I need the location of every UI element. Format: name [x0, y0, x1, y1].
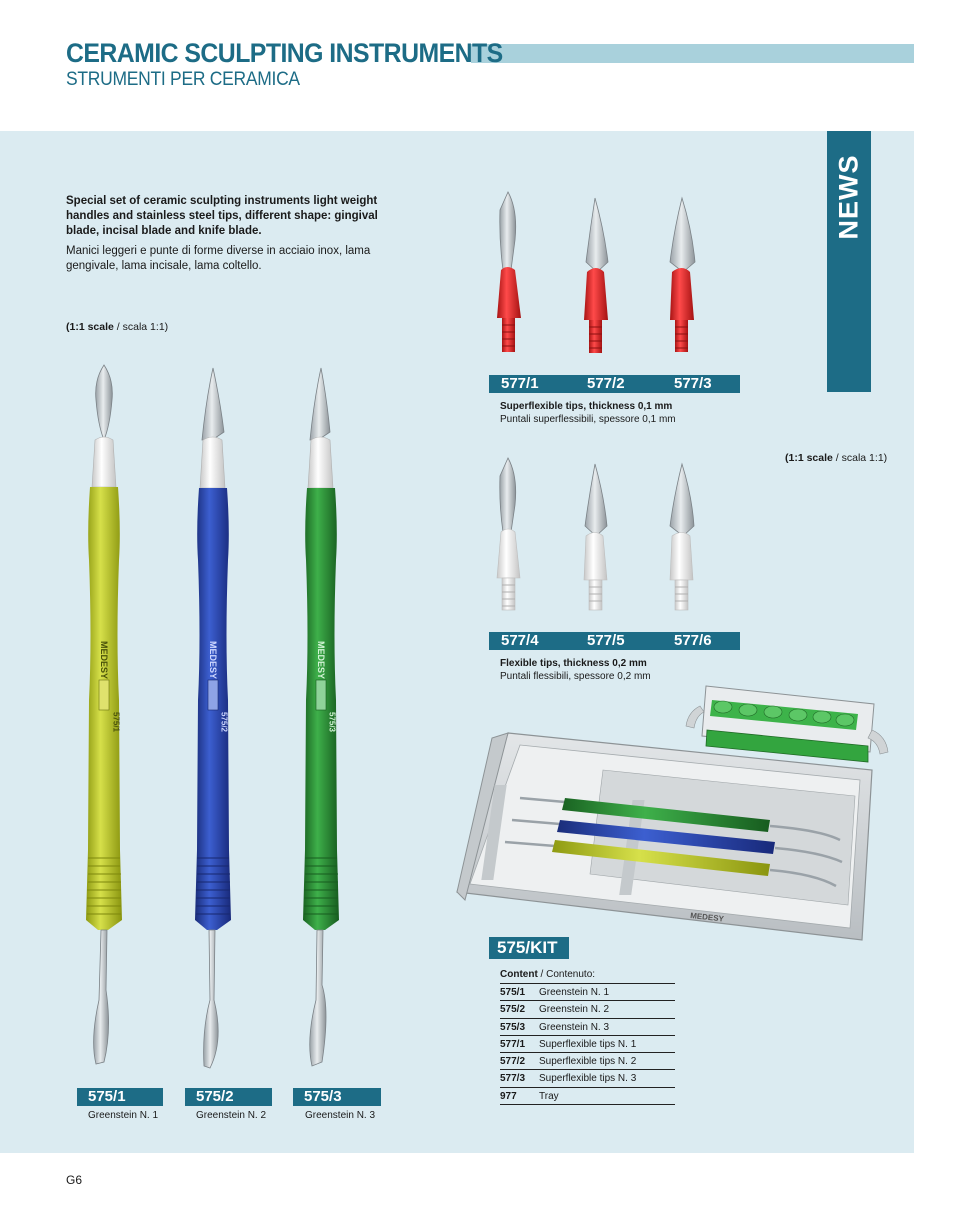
handle-code-575-2: 575/2 [219, 711, 229, 733]
kit-contents-table [500, 967, 675, 1105]
tip-code-577-2: 577/2 [587, 375, 625, 392]
tip-577-1-image [497, 192, 521, 352]
table-row [500, 1053, 675, 1070]
instrument-575-2-name: Greenstein N. 2 [196, 1110, 267, 1121]
handle-brand-575-3: MEDESY [316, 640, 326, 680]
table-row [500, 1070, 675, 1087]
superflexible-tips-code-bar [489, 375, 740, 393]
scale-note-bold: (1:1 scale [785, 452, 833, 464]
handle-brand-575-2: MEDESY [208, 640, 218, 680]
kit-item-code: 575/3 [500, 1021, 526, 1033]
superflexible-caption [500, 400, 676, 426]
instrument-575-2-code-bar [185, 1088, 272, 1106]
tip-code-577-1: 577/1 [501, 375, 539, 392]
scale-note-bold: (1:1 scale [66, 321, 114, 333]
instrument-575-3-name: Greenstein N. 3 [305, 1110, 376, 1121]
tip-577-2-image [584, 198, 608, 353]
kit-item-code: 577/3 [500, 1073, 526, 1085]
table-row [500, 1001, 675, 1018]
news-badge-label: NEWS [833, 154, 864, 240]
table-row [500, 1088, 675, 1105]
flexible-caption [500, 657, 651, 683]
table-row [500, 984, 675, 1001]
flexible-tips-code-bar [489, 632, 740, 650]
kit-item-desc: Tray [539, 1090, 559, 1102]
instrument-575-2-code: 575/2 [196, 1088, 234, 1105]
kit-code-bar [489, 937, 569, 959]
tip-code-577-3: 577/3 [674, 375, 712, 392]
flexible-caption-it: Puntali flessibili, spessore 0,2 mm [500, 671, 651, 682]
instrument-575-1-name: Greenstein N. 1 [88, 1110, 159, 1121]
kit-item-desc: Greenstein N. 2 [539, 1004, 610, 1016]
kit-item-code: 575/2 [500, 1004, 526, 1016]
kit-item-desc: Superflexible tips N. 2 [539, 1056, 637, 1068]
flexible-caption-en: Flexible tips, thickness 0,2 mm [500, 658, 647, 669]
description-italian: Manici leggeri e punte di forme diverse in acciaio inox, lama gengivale, lama incisale, lama coltello. [66, 245, 371, 272]
tip-577-5-image [584, 464, 607, 610]
tip-code-577-5: 577/5 [587, 632, 625, 649]
kit-contents-header [500, 967, 675, 984]
kit-code: 575/KIT [497, 938, 558, 957]
kit-item-desc: Greenstein N. 3 [539, 1021, 610, 1033]
tip-577-6-image [670, 464, 694, 610]
instrument-575-1-code: 575/1 [88, 1088, 126, 1105]
kit-tray-image [457, 686, 888, 940]
description-english: Special set of ceramic sculpting instruments light weight handles and stainless steel tips, different shape: gingival blade, incisal blade and knife blade. [66, 195, 378, 237]
tip-code-577-4: 577/4 [501, 632, 539, 649]
handle-code-575-1: 575/1 [111, 711, 121, 733]
superflexible-caption-it: Puntali superflessibili, spessore 0,1 mm [500, 414, 676, 425]
table-row [500, 1019, 675, 1036]
instrument-575-3-code: 575/3 [304, 1088, 342, 1105]
page-number: G6 [66, 1173, 83, 1187]
instrument-575-1-code-bar [77, 1088, 163, 1106]
kit-item-desc: Greenstein N. 1 [539, 987, 610, 998]
handle-code-575-3: 575/3 [327, 711, 337, 733]
instrument-575-3-code-bar [293, 1088, 381, 1106]
table-row [500, 1036, 675, 1053]
tray-brand-mark: MEDESY [689, 911, 725, 924]
tip-577-4-image [497, 458, 520, 610]
superflexible-caption-en: Superflexible tips, thickness 0,1 mm [500, 401, 673, 412]
page-title: CERAMIC SCULPTING INSTRUMENTS [66, 38, 503, 68]
tip-577-3-image [670, 198, 695, 352]
kit-item-code: 575/1 [500, 987, 526, 998]
kit-item-code: 577/1 [500, 1038, 526, 1050]
kit-item-code: 977 [500, 1090, 517, 1102]
kit-item-code: 577/2 [500, 1056, 526, 1068]
handle-brand-575-1: MEDESY [99, 640, 109, 680]
scale-note-rest: / scala 1:1) [832, 452, 888, 464]
tip-code-577-6: 577/6 [674, 632, 712, 649]
scale-note-rest: / scala 1:1) [113, 321, 169, 333]
kit-content-label: Content [500, 969, 538, 980]
kit-item-desc: Superflexible tips N. 1 [539, 1038, 637, 1050]
page-subtitle: STRUMENTI PER CERAMICA [66, 69, 300, 90]
kit-content-label-it: / Contenuto: [537, 969, 596, 980]
kit-item-desc: Superflexible tips N. 3 [539, 1073, 637, 1085]
